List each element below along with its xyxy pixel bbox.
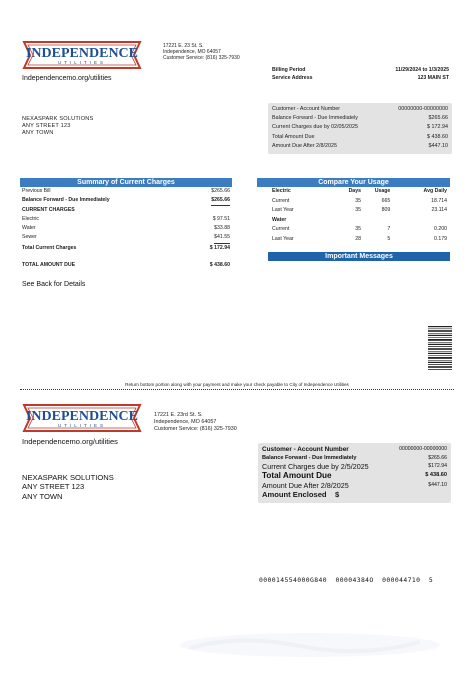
- summary-row: Customer - Account Number 00000000-00000000: [272, 106, 448, 112]
- electric-current-row: Current 35 665 18.714: [272, 197, 447, 204]
- stub-logo-text: INDEPENDENCE: [25, 409, 139, 424]
- previous-bill-row: Previous Bill $265.66: [22, 188, 230, 194]
- website-link[interactable]: Independencemo.org/utilities: [22, 75, 112, 82]
- summary-row: Total Amount Due $ 438.60: [272, 133, 448, 140]
- amount-enclosed-row[interactable]: Amount Enclosed $: [262, 490, 340, 500]
- electric-lastyear-row: Last Year 35 809 23.114: [272, 207, 447, 214]
- stub-logo-subtext: UTILITIES: [57, 423, 107, 428]
- stub-customer-street: ANY STREET 123: [22, 482, 85, 492]
- stub-customer-town: ANY TOWN: [22, 491, 63, 501]
- customer-name: NEXASPARK SOLUTIONS: [22, 116, 94, 122]
- stub-address-line: 17221 E. 23rd St. S.: [154, 412, 203, 418]
- address-line: Independence, MO 64057: [163, 49, 221, 56]
- summary-current-charges: [20, 178, 232, 270]
- current-charges-heading: CURRENT CHARGES: [22, 207, 75, 214]
- stub-company-logo: [22, 403, 142, 433]
- stub-summary-row: Balance Forward - Due Immediately $265.66: [262, 455, 447, 461]
- return-instructions: Return bottom portion along with your payment and make your check payable to City of Independence Utilities: [125, 382, 349, 387]
- stub-customer-service-line: Customer Service: (816) 325-7930: [154, 426, 237, 432]
- billing-period-label: Billing Period: [272, 67, 306, 73]
- summary-row: Current Charges due by 02/05/2025 $ 172.94: [272, 124, 448, 131]
- customer-town: ANY TOWN: [22, 130, 54, 136]
- compare-title-bar: Compare Your Usage: [257, 178, 450, 187]
- important-messages-bar: Important Messages: [268, 252, 450, 261]
- electric-header-row: Electric Days Usage Avg Daily: [272, 188, 447, 194]
- company-address: [163, 43, 240, 62]
- summary-row: Balance Forward - Due Immediately $265.66: [272, 115, 448, 122]
- logo-text: INDEPENDENCE: [25, 46, 139, 61]
- stub-customer-name: NEXASPARK SOLUTIONS: [22, 473, 114, 482]
- charge-row-water: Water $33.88: [22, 225, 230, 232]
- charge-row-electric: Electric $ 97.51: [22, 216, 230, 223]
- customer-street: ANY STREET 123: [22, 123, 71, 129]
- summary-row: Amount Due After 2/8/2025 $447.10: [272, 142, 448, 149]
- company-logo: [22, 40, 142, 70]
- watermark-logo: [160, 628, 450, 662]
- charge-row-sewer: Sewer $41.55: [22, 233, 230, 243]
- service-address-label: Service Address: [272, 75, 313, 81]
- customer-service-line: Customer Service: (816) 325-7930: [163, 55, 240, 62]
- billing-info: [272, 66, 449, 82]
- scan-line: 000014554000G840 00004384O 000044710 5: [259, 576, 434, 584]
- stub-website-link[interactable]: Independencemo.org/utilities: [22, 437, 118, 446]
- water-header-row: Water: [272, 216, 287, 223]
- stub-summary-row: Total Amount Due $ 438.60: [262, 471, 447, 481]
- stub-summary-row: Customer - Account Number 00000000-00000000: [262, 446, 447, 453]
- stub-address-line: Independence, MO 64057: [154, 419, 217, 425]
- billing-period-value: 11/29/2024 to 1/3/2025: [395, 67, 449, 73]
- account-summary-box: [268, 103, 452, 154]
- total-amount-due-row: TOTAL AMOUNT DUE $ 438.60: [22, 261, 230, 268]
- water-lastyear-row: Last Year 28 5 0.179: [272, 235, 447, 242]
- stub-customer-address: [22, 473, 114, 501]
- stub-summary-box: [258, 443, 451, 503]
- stub-summary-row: Amount Due After 2/8/2025 $447.10: [262, 481, 447, 490]
- logo-subtext: UTILITIES: [57, 60, 107, 65]
- total-current-row: Total Current Charges $ 172.94: [22, 244, 230, 251]
- see-back-note: See Back for Details: [22, 281, 86, 288]
- tear-line: [20, 389, 454, 390]
- water-current-row: Current 35 7 0.200: [272, 226, 447, 233]
- balance-forward-row: Balance Forward - Due Immediately $265.66: [22, 196, 230, 206]
- summary-title-bar: Summary of Current Charges: [20, 178, 232, 187]
- compare-usage: [257, 178, 450, 245]
- stub-company-address: [154, 412, 237, 433]
- customer-address: [22, 116, 93, 137]
- service-address-value: 123 MAIN ST: [417, 75, 449, 81]
- address-line: 17221 E. 23 St. S.: [163, 43, 204, 49]
- stub-summary-row: Current Charges due by 2/5/2025 $172.94: [262, 462, 447, 471]
- barcode-icon: [428, 325, 452, 371]
